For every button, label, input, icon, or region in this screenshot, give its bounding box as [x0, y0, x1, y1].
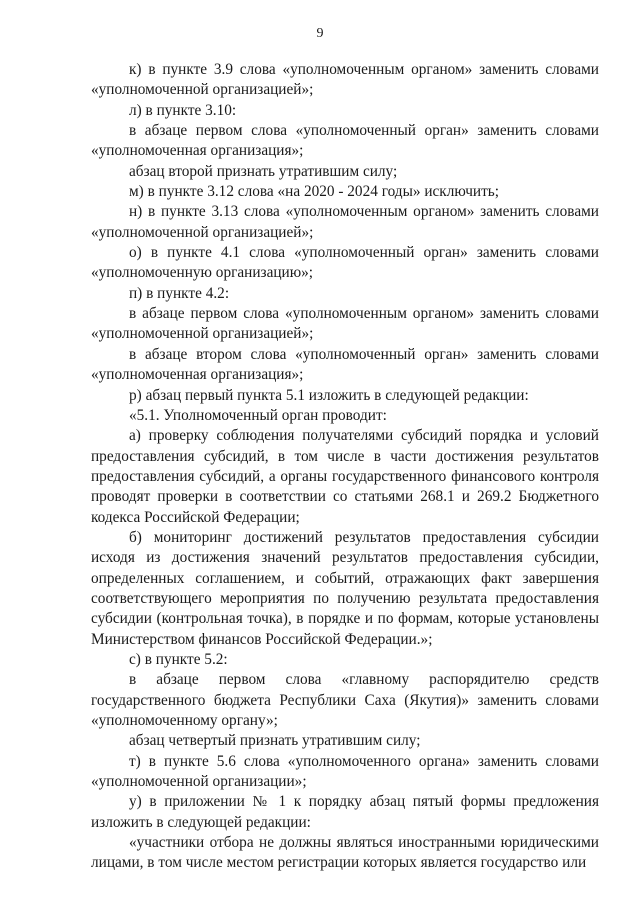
paragraph: к) в пункте 3.9 слова «уполномоченным органом» заменить словами «уполномоченной организацией»; — [91, 61, 599, 99]
paragraph: п) в пункте 4.2: — [129, 284, 230, 302]
paragraph: абзац четвертый признать утратившим силу; — [129, 732, 421, 750]
document-body — [91, 60, 599, 874]
paragraph: абзац второй признать утратившим силу; — [129, 162, 398, 180]
paragraph: л) в пункте 3.10: — [129, 101, 237, 119]
paragraph: р) абзац первый пункта 5.1 изложить в следующей редакции: — [129, 386, 529, 404]
paragraph: у) в приложении № 1 к порядку абзац пятый формы предложения изложить в следующей редакции: — [91, 793, 599, 831]
page-number: 9 — [316, 26, 324, 41]
paragraph: а) проверку соблюдения получателями субсидий порядка и условий предоставления субсидий, в том числе в части достижения результатов предоставления субсидий, а органы государственного финансового контроля проводят проверки в соответствии со статьями 268.1 и 269.2 Бюджетного кодекса Российской Федерации; — [91, 427, 599, 526]
paragraph: н) в пункте 3.13 слова «уполномоченным органом» заменить словами «уполномоченной организацией»; — [91, 203, 599, 241]
paragraph: «участники отбора не должны являться иностранными юридическими лицами, в том числе местом регистрации которых является государство или — [91, 834, 599, 872]
paragraph: т) в пункте 5.6 слова «уполномоченного органа» заменить словами «уполномоченной организации»; — [91, 752, 599, 791]
paragraph: б) мониторинг достижений результатов предоставления субсидии исходя из достижения значений результатов предоставления субсидии, определенных соглашением, и событий, отражающих факт завершения соответствующего мероприятия по получению результата предоставления субсидии (контрольная точка), в порядке и по формам, которые установлены Министерством финансов Российской Федерации.»; — [91, 528, 599, 648]
paragraph: с) в пункте 5.2: — [129, 650, 228, 668]
paragraph: в абзаце первом слова «главному распорядителю средств государственного бюджета Республики Саха (Якутия)» заменить словами «уполномоченному органу»; — [91, 671, 599, 729]
paragraph: «5.1. Уполномоченный орган проводит: — [129, 406, 387, 424]
paragraph: в абзаце втором слова «уполномоченный орган» заменить словами «уполномоченная организация»; — [91, 345, 599, 384]
paragraph: в абзаце первом слова «уполномоченным органом» заменить словами «уполномоченной организацией»; — [91, 305, 599, 343]
paragraph: о) в пункте 4.1 слова «уполномоченный орган» заменить словами «уполномоченную организацию»; — [91, 244, 599, 282]
paragraph: м) в пункте 3.12 слова «на 2020 - 2024 годы» исключить; — [129, 183, 500, 201]
paragraph: в абзаце первом слова «уполномоченный орган» заменить словами «уполномоченная организация»; — [91, 122, 599, 160]
